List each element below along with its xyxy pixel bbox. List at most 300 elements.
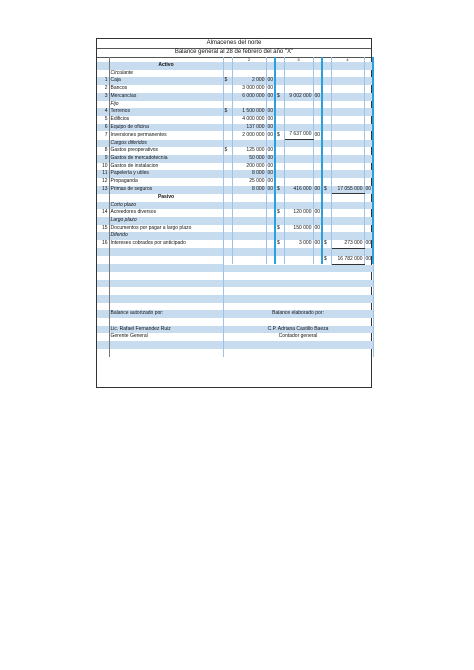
table-row: [97, 240, 373, 248]
col2-currency: $: [223, 77, 232, 85]
row-number: 11: [97, 170, 109, 178]
col4-cents: [364, 209, 373, 217]
col2-amount: [232, 256, 266, 264]
col2-amount: 137 000: [232, 124, 266, 132]
col2-amount: [232, 240, 266, 248]
col3-amount: [284, 163, 313, 171]
col3-currency: [275, 202, 284, 210]
signature-role-row: [97, 333, 373, 341]
col2-amount: 200 000: [232, 163, 266, 171]
col2-cents: [266, 248, 275, 256]
account-label: Terrenos: [109, 108, 223, 116]
row-number: 9: [97, 155, 109, 163]
col3-currency: [275, 70, 284, 78]
col4-cents: [364, 178, 373, 186]
row-number: [97, 101, 109, 109]
signature-left: [109, 349, 223, 357]
col2-currency: [223, 131, 232, 139]
col3-currency: $: [275, 240, 284, 248]
col4-cents: [364, 93, 373, 101]
table-row: [97, 232, 373, 240]
col4-amount: [331, 163, 364, 171]
col3-cents: [313, 178, 322, 186]
row-number: 16: [97, 240, 109, 248]
col4-currency: [322, 124, 331, 132]
col3-amount: [284, 70, 313, 78]
col4-currency: $: [322, 240, 331, 248]
col4-currency: [322, 232, 331, 240]
row-number: 10: [97, 163, 109, 171]
col4-currency: [322, 101, 331, 109]
col2-currency: [223, 209, 232, 217]
col4-cents: 00: [365, 256, 372, 263]
empty-row: [97, 295, 373, 303]
col4-cents: [364, 85, 373, 93]
empty-row: [97, 349, 373, 357]
col3-amount: 7 637 000: [284, 131, 313, 139]
col4-amount: [331, 178, 364, 186]
col2-amount: [232, 62, 266, 70]
table-row: [97, 163, 373, 171]
table-row: [97, 209, 373, 217]
col3-cents: [313, 62, 322, 70]
table-row: [97, 225, 373, 233]
col3-currency: $: [275, 225, 284, 233]
table-row: [97, 194, 373, 202]
table-row: [97, 62, 373, 70]
col3-amount: [284, 62, 313, 70]
col2-currency: [223, 124, 232, 132]
col4-amount: [331, 155, 364, 163]
col2-currency: [223, 178, 232, 186]
row-number: [97, 303, 109, 311]
col2-currency: [223, 140, 232, 148]
col4-amount: [331, 93, 364, 101]
col2-currency: [223, 163, 232, 171]
col4-currency: [322, 209, 331, 217]
col4-amount: [331, 140, 364, 148]
sheet-title: Balance general al 28 de febrero del año "X": [97, 48, 371, 58]
col3-cents: [313, 70, 322, 78]
row-number: [97, 140, 109, 148]
col2-currency: [223, 85, 232, 93]
col3-amount: [284, 101, 313, 109]
col2-currency: [223, 101, 232, 109]
row-number: 5: [97, 116, 109, 124]
account-label: Intereses cobrados por anticipado: [109, 240, 223, 248]
table-row: [97, 256, 373, 264]
row-number: [97, 202, 109, 210]
col3-currency: [275, 178, 284, 186]
col4-amount: [331, 77, 364, 85]
col4-amount: [331, 248, 364, 256]
col4-currency: $: [322, 256, 331, 264]
col3-cents: [313, 116, 322, 124]
table-row: [97, 217, 373, 225]
col4-currency: [322, 147, 331, 155]
col4-cents: [364, 70, 373, 78]
account-label: Diferido: [109, 232, 223, 240]
col3-cents: [313, 147, 322, 155]
col2-currency: [223, 248, 232, 256]
row-number: [97, 70, 109, 78]
signature-caption-row: [97, 310, 373, 318]
col4-cents: [364, 140, 373, 148]
account-label: Propaganda: [109, 178, 223, 186]
row-number: [97, 256, 109, 264]
col2-cents: [266, 225, 275, 233]
account-label: Documentos por pagar a largo plazo: [109, 225, 223, 233]
col2-amount: [232, 70, 266, 78]
col4-cents: [364, 77, 373, 85]
col2-amount: 50 000: [232, 155, 266, 163]
col4-amount: [331, 124, 364, 132]
row-number: [97, 310, 109, 318]
col4-cents: [364, 202, 373, 210]
signature-name-row: [97, 326, 373, 334]
account-label: Inversiones permanentes: [109, 131, 223, 139]
col3-cents: [313, 108, 322, 116]
column-number: 2: [232, 57, 266, 62]
col3-amount: [284, 124, 313, 132]
col3-cents: [313, 248, 322, 256]
col3-currency: [275, 124, 284, 132]
signature-left: [109, 264, 223, 272]
col2-amount: [232, 217, 266, 225]
signature-right: [223, 341, 373, 349]
col4-currency: $: [322, 186, 331, 194]
row-number: 1: [97, 77, 109, 85]
col2-cents: [266, 194, 275, 202]
col3-currency: [275, 101, 284, 109]
col3-cents: [313, 163, 322, 171]
table-row: [97, 248, 373, 256]
col3-cents: [313, 155, 322, 163]
table-row: [97, 124, 373, 132]
col2-cents: 00: [267, 131, 274, 138]
col2-currency: [223, 116, 232, 124]
col4-cents: [364, 170, 373, 178]
col2-amount: 25 000: [232, 178, 266, 186]
col2-amount: 125 000: [232, 147, 266, 155]
signature-right: [223, 280, 373, 288]
signature-right: [223, 295, 373, 303]
col4-currency: [322, 116, 331, 124]
col3-currency: [275, 85, 284, 93]
col4-cents: [364, 194, 373, 202]
col4-currency: [322, 131, 331, 139]
table-row: [97, 93, 373, 101]
col2-currency: [223, 155, 232, 163]
row-number: [97, 287, 109, 295]
col2-amount: [232, 140, 266, 148]
col2-currency: [223, 186, 232, 194]
col2-cents: 00: [267, 178, 274, 185]
empty-row: [97, 318, 373, 326]
col3-cents: [313, 140, 322, 148]
col3-amount: [284, 217, 313, 225]
col2-cents: 00: [267, 85, 274, 92]
col4-cents: [364, 108, 373, 116]
col2-cents: 00: [267, 147, 274, 154]
table-row: [97, 186, 373, 194]
table-row: [97, 140, 373, 148]
col4-amount: 16 782 000: [331, 256, 364, 264]
col4-cents: [364, 232, 373, 240]
col3-cents: [313, 124, 322, 132]
account-label: Bancos: [109, 85, 223, 93]
account-label: [109, 256, 223, 264]
col4-currency: [322, 163, 331, 171]
col4-currency: [322, 155, 331, 163]
col3-amount: [284, 248, 313, 256]
col3-amount: [284, 116, 313, 124]
col2-cents: 00: [267, 162, 274, 169]
col2-currency: [223, 194, 232, 202]
col4-cents: 00: [365, 240, 372, 247]
table-row: [97, 101, 373, 109]
col3-cents: [313, 256, 322, 264]
col4-amount: [331, 217, 364, 225]
col3-amount: [284, 256, 313, 264]
col3-amount: [284, 202, 313, 210]
col3-cents: [313, 202, 322, 210]
account-label: Mercancías: [109, 93, 223, 101]
signature-left: [109, 303, 223, 311]
col4-amount: [331, 101, 364, 109]
col2-cents: 00: [267, 186, 274, 192]
account-label: Equipo de oficina: [109, 124, 223, 132]
table-row: [97, 155, 373, 163]
col4-cents: [364, 155, 373, 163]
table-row: [97, 170, 373, 178]
row-number: [97, 341, 109, 349]
signature-left: [109, 287, 223, 295]
col4-currency: [322, 202, 331, 210]
col2-amount: 8 000: [232, 170, 266, 178]
col3-currency: $: [275, 93, 284, 101]
col4-cents: [364, 248, 373, 256]
col4-amount: [331, 62, 364, 70]
col3-currency: [275, 108, 284, 116]
row-number: [97, 194, 109, 202]
col2-currency: [223, 170, 232, 178]
row-number: [97, 318, 109, 326]
row-number: [97, 232, 109, 240]
signature-right: [223, 349, 373, 357]
col2-currency: $: [223, 147, 232, 155]
col2-currency: [223, 256, 232, 264]
col2-amount: 2 000: [232, 77, 266, 85]
empty-row: [97, 287, 373, 295]
col2-amount: 3 000 000: [232, 85, 266, 93]
row-number: 13: [97, 186, 109, 194]
col2-amount: 4 000 000: [232, 116, 266, 124]
col2-amount: 1 500 000: [232, 108, 266, 116]
account-label: Acreedores diversos: [109, 209, 223, 217]
col2-amount: [232, 232, 266, 240]
empty-row: [97, 280, 373, 288]
col2-cents: 00: [267, 123, 274, 130]
col2-cents: [266, 62, 275, 70]
col2-amount: 8 000: [232, 186, 266, 194]
col3-cents: 00: [314, 186, 321, 192]
col3-amount: [284, 170, 313, 178]
row-number: [97, 280, 109, 288]
table-row: [97, 131, 373, 139]
col3-currency: [275, 248, 284, 256]
col3-amount: [284, 147, 313, 155]
table-row: [97, 77, 373, 85]
signature-left: [109, 280, 223, 288]
col4-currency: [322, 217, 331, 225]
col4-cents: 00: [365, 186, 372, 192]
col3-cents: [313, 101, 322, 109]
col3-amount: 150 000: [284, 225, 313, 233]
col2-cents: 00: [267, 108, 274, 115]
empty-row: [97, 341, 373, 349]
col2-amount: [232, 248, 266, 256]
col3-currency: [275, 77, 284, 85]
col4-currency: [322, 178, 331, 186]
col4-cents: [364, 147, 373, 155]
col3-cents: [313, 232, 322, 240]
col4-cents: [364, 101, 373, 109]
col3-currency: [275, 194, 284, 202]
col2-cents: [266, 101, 275, 109]
col4-amount: [331, 209, 364, 217]
col2-cents: [266, 70, 275, 78]
col4-currency: [322, 93, 331, 101]
col4-currency: [322, 225, 331, 233]
signature-right: [223, 287, 373, 295]
ledger-table: [97, 57, 374, 357]
table-row: [97, 147, 373, 155]
col4-currency: [322, 170, 331, 178]
col4-amount: [331, 202, 364, 210]
signature-right: Contador general: [223, 333, 373, 341]
col2-amount: [232, 225, 266, 233]
col3-cents: 00: [314, 131, 321, 138]
col4-cents: [364, 131, 373, 139]
col4-amount: [331, 170, 364, 178]
col2-amount: 6 000 000: [232, 93, 266, 101]
col4-amount: 273 000: [331, 240, 364, 248]
col4-cents: [364, 217, 373, 225]
col2-currency: [223, 225, 232, 233]
signature-left: Gerente General: [109, 333, 223, 341]
col4-amount: [331, 131, 364, 139]
col4-currency: [322, 108, 331, 116]
account-label: Largo plazo: [109, 217, 223, 225]
account-label: Corto plazo: [109, 202, 223, 210]
col4-currency: [322, 85, 331, 93]
col2-currency: $: [223, 108, 232, 116]
col2-cents: [266, 209, 275, 217]
col3-currency: $: [275, 186, 284, 194]
col3-amount: [284, 108, 313, 116]
row-number: 3: [97, 93, 109, 101]
col2-amount: 2 000 000: [232, 131, 266, 139]
col3-amount: [284, 178, 313, 186]
table-row: [97, 202, 373, 210]
signature-left: Lic. Rafael Fernandez Ruiz: [109, 326, 223, 334]
col4-currency: [322, 248, 331, 256]
col3-amount: [284, 155, 313, 163]
col2-currency: [223, 232, 232, 240]
account-label: Cargos diferidos: [109, 140, 223, 148]
account-label: Caja: [109, 77, 223, 85]
col3-currency: [275, 140, 284, 148]
empty-row: [97, 264, 373, 272]
col2-cents: 00: [267, 154, 274, 161]
table-row: [97, 108, 373, 116]
col2-amount: [232, 194, 266, 202]
empty-row: [97, 303, 373, 311]
col3-amount: 9 002 000: [284, 93, 313, 101]
col4-currency: [322, 70, 331, 78]
col3-currency: [275, 217, 284, 225]
row-number: [97, 272, 109, 280]
row-number: [97, 217, 109, 225]
col3-cents: 00: [314, 240, 321, 247]
col4-amount: [331, 194, 364, 202]
col2-cents: 00: [267, 92, 274, 99]
col2-cents: [266, 232, 275, 240]
col3-amount: [284, 85, 313, 93]
col4-cents: [364, 225, 373, 233]
table-row: [97, 178, 373, 186]
account-label: Primas de seguros: [109, 186, 223, 194]
account-label: Gastos preoperativos: [109, 147, 223, 155]
col3-amount: [284, 140, 313, 148]
col3-amount: 416 000: [284, 186, 313, 194]
col2-currency: [223, 202, 232, 210]
col2-cents: 00: [267, 115, 274, 122]
col2-cents: 00: [267, 170, 274, 177]
row-number: [97, 333, 109, 341]
table-row: [97, 85, 373, 93]
col3-amount: 3 000: [284, 240, 313, 248]
col3-cents: [313, 85, 322, 93]
row-number: 4: [97, 108, 109, 116]
col2-cents: [266, 240, 275, 248]
col4-currency: [322, 77, 331, 85]
col3-cents: [313, 217, 322, 225]
signature-left: Balance autorizado por:: [109, 310, 223, 318]
col4-amount: [331, 232, 364, 240]
col2-cents: [266, 256, 275, 264]
col3-currency: [275, 170, 284, 178]
col2-amount: [232, 202, 266, 210]
signature-right: [223, 272, 373, 280]
col4-currency: [322, 140, 331, 148]
col3-cents: [313, 77, 322, 85]
col2-amount: [232, 101, 266, 109]
col3-currency: [275, 147, 284, 155]
signature-right: [223, 318, 373, 326]
col3-cents: 00: [314, 209, 321, 216]
row-number: [97, 295, 109, 303]
col2-cents: [266, 202, 275, 210]
account-label: Circulante: [109, 70, 223, 78]
col2-currency: [223, 240, 232, 248]
col4-amount: 17 055 000: [331, 186, 364, 194]
col4-cents: [364, 62, 373, 70]
col4-currency: [322, 62, 331, 70]
balance-sheet: [96, 38, 372, 388]
row-number: 8: [97, 147, 109, 155]
